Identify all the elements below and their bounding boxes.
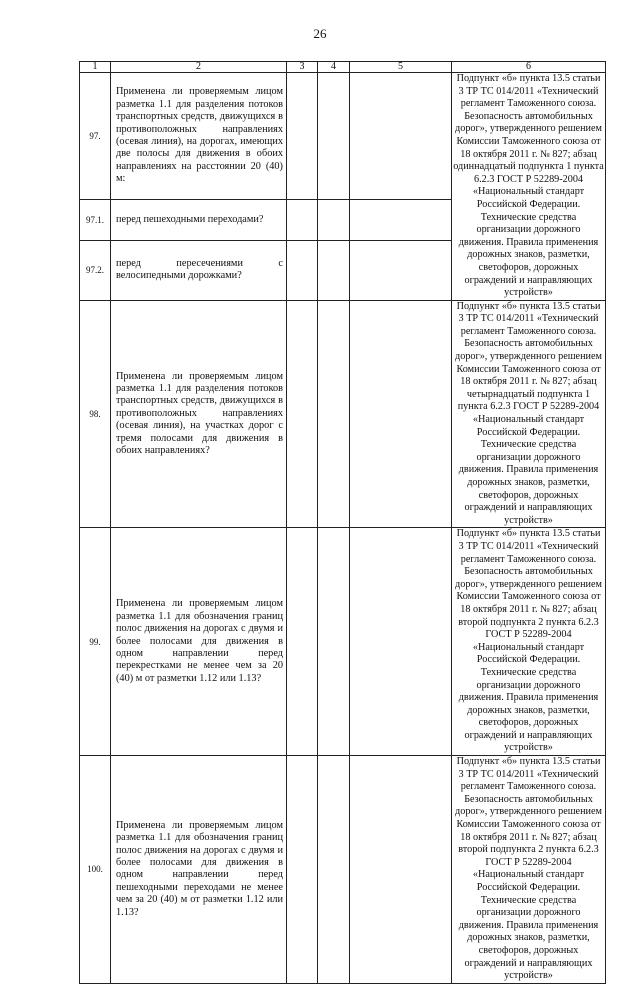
- column-header: 1: [80, 62, 111, 73]
- row-number: 99.: [80, 528, 111, 756]
- table-row: [80, 756, 606, 984]
- empty-cell: [287, 756, 318, 984]
- empty-cell: [287, 300, 318, 528]
- table-row: [80, 528, 606, 756]
- header-row: [80, 62, 606, 73]
- column-header: 5: [350, 62, 452, 73]
- empty-cell: [350, 756, 452, 984]
- legal-reference: Подпункт «б» пункта 13.5 статьи 3 ТР ТС 014/2011 «Технический регламент Таможенного союза. Безопасность автомобильных дорог», утвержденного решением Комиссии Таможенного союза от 18 октября 2011 г. № 827; абзац второй подпункта 2 пункта 6.2.3 ГОСТ Р 52289-2004 «Национальный стандарт Российской Федерации. Технические средства организации дорожного движения. Правила применения дорожных знаков, разметки, светофоров, дорожных ограждений и направляющих устройств»: [452, 756, 606, 984]
- question-text: Применена ли проверяемым лицом разметка 1.1 для обозначения границ полос движения на дорогах с двумя и более полосами для движения в одном направлении перед перекрестками не менее чем за 20 (40) м от разметки 1.12 или 1.13?: [111, 528, 287, 756]
- row-number: 97.2.: [80, 240, 111, 300]
- column-header: 3: [287, 62, 318, 73]
- question-text: Применена ли проверяемым лицом разметка 1.1 для обозначения границ полос движения на дорогах с двумя и более полосами для движения в одном направлении перед пешеходными переходами не менее чем за 20 (40) м от разметки 1.12 или 1.13?: [111, 756, 287, 984]
- empty-cell: [318, 300, 350, 528]
- empty-cell: [318, 756, 350, 984]
- empty-cell: [350, 199, 452, 240]
- question-text: Применена ли проверяемым лицом разметка 1.1 для разделения потоков транспортных средств, движущихся в противоположных направлениях (осевая линия), на участках дорог с тремя полосами для движения в обоих направлениях?: [111, 300, 287, 528]
- legal-reference: Подпункт «б» пункта 13.5 статьи 3 ТР ТС 014/2011 «Технический регламент Таможенного союза. Безопасность автомобильных дорог», утвержденного решением Комиссии Таможенного союза от 18 октября 2011 г. № 827; абзац четырнадцатый подпункта 1 пункта 6.2.3 ГОСТ Р 52289-2004 «Национальный стандарт Российской Федерации. Технические средства организации дорожного движения. Правила применения дорожных знаков, разметки, светофоров, дорожных ограждений и направляющих устройств»: [452, 300, 606, 528]
- legal-reference: Подпункт «б» пункта 13.5 статьи 3 ТР ТС 014/2011 «Технический регламент Таможенного союза. Безопасность автомобильных дорог», утвержденного решением Комиссии Таможенного союза от 18 октября 2011 г. № 827; абзац одиннадцатый подпункта 1 пункта 6.2.3 ГОСТ Р 52289-2004 «Национальный стандарт Российской Федерации. Технические средства организации дорожного движения. Правила применения дорожных знаков, разметки, светофоров, дорожных ограждений и направляющих устройств»: [452, 73, 606, 301]
- empty-cell: [287, 240, 318, 300]
- empty-cell: [350, 240, 452, 300]
- legal-reference: Подпункт «б» пункта 13.5 статьи 3 ТР ТС 014/2011 «Технический регламент Таможенного союза. Безопасность автомобильных дорог», утвержденного решением Комиссии Таможенного союза от 18 октября 2011 г. № 827; абзац второй подпункта 2 пункта 6.2.3 ГОСТ Р 52289-2004 «Национальный стандарт Российской Федерации. Технические средства организации дорожного движения. Правила применения дорожных знаков, разметки, светофоров, дорожных ограждений и направляющих устройств»: [452, 528, 606, 756]
- checklist-table: [79, 61, 606, 984]
- question-text: перед пешеходными переходами?: [111, 199, 287, 240]
- row-number: 97.: [80, 73, 111, 200]
- question-text: Применена ли проверяемым лицом разметка 1.1 для разделения потоков транспортных средств, движущихся в противоположных направлениях (осевая линия), на дорогах, имеющих две полосы для движения в обоих направлениях на расстоянии 20 (40) м:: [111, 73, 287, 200]
- row-number: 100.: [80, 756, 111, 984]
- row-number: 97.1.: [80, 199, 111, 240]
- table-row: [80, 300, 606, 528]
- empty-cell: [318, 528, 350, 756]
- empty-cell: [350, 73, 452, 200]
- column-header: 4: [318, 62, 350, 73]
- empty-cell: [287, 528, 318, 756]
- page-number: 26: [313, 26, 327, 41]
- table-row: [80, 73, 606, 200]
- empty-cell: [350, 300, 452, 528]
- empty-cell: [287, 73, 318, 200]
- question-text: перед пересечениями с велосипедными дорожками?: [111, 240, 287, 300]
- empty-cell: [287, 199, 318, 240]
- row-number: 98.: [80, 300, 111, 528]
- column-header: 2: [111, 62, 287, 73]
- column-header: 6: [452, 62, 606, 73]
- empty-cell: [318, 73, 350, 200]
- empty-cell: [318, 240, 350, 300]
- empty-cell: [318, 199, 350, 240]
- empty-cell: [350, 528, 452, 756]
